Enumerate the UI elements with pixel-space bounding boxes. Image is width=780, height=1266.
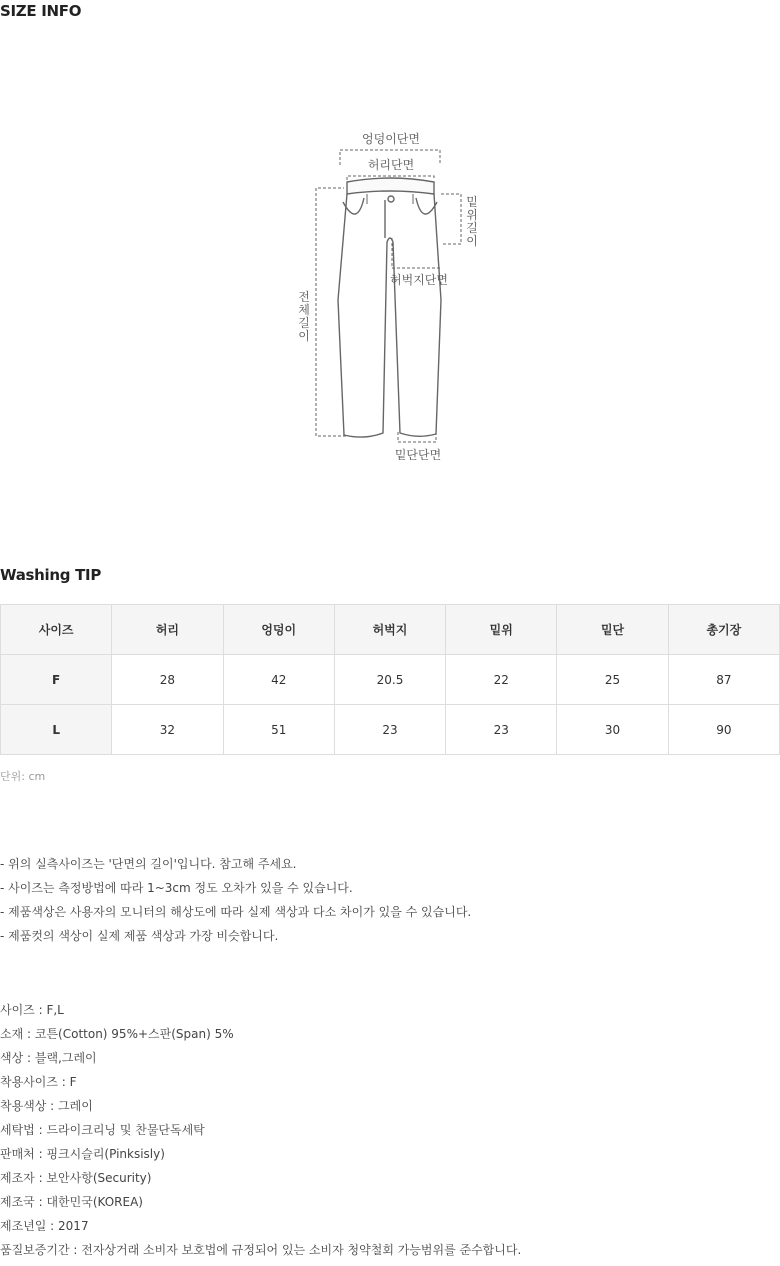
notice-list [0, 856, 471, 952]
pants-illustration [338, 178, 441, 437]
svg-text:위: 위 [466, 208, 478, 222]
table-cell: 32 [112, 705, 223, 755]
table-cell: 30 [557, 705, 668, 755]
product-spec-list [0, 1002, 521, 1266]
table-cell: 87 [668, 655, 779, 705]
spec-item: 판매처 : 핑크시슬리(Pinksisly) [0, 1147, 165, 1161]
table-cell: 90 [668, 705, 779, 755]
thigh-measure-label: 허벅지단면 [390, 273, 448, 287]
hip-measure-label: 엉덩이단면 [362, 132, 420, 146]
table-cell: 23 [446, 705, 557, 755]
table-cell: 23 [334, 705, 445, 755]
svg-text:전: 전 [298, 290, 310, 304]
spec-item: 착용색상 : 그레이 [0, 1099, 93, 1113]
size-info-title: SIZE INFO [0, 2, 82, 20]
table-header-row [1, 605, 780, 655]
svg-text:이: 이 [466, 234, 478, 248]
total-length-measure-label [298, 289, 310, 343]
notice-item: - 제품컷의 색상이 실제 제품 색상과 가장 비슷합니다. [0, 929, 279, 943]
spec-item: 세탁법 : 드라이크리닝 및 찬물단독세탁 [0, 1123, 205, 1137]
table-cell: 22 [446, 655, 557, 705]
waist-measure-label: 허리단면 [367, 158, 415, 172]
header-waist: 허리 [112, 605, 223, 655]
notice-item: - 위의 실측사이즈는 '단면의 길이'입니다. 참고해 주세요. [0, 857, 297, 871]
header-rise: 밑위 [446, 605, 557, 655]
table-row [1, 705, 780, 755]
header-hip: 엉덩이 [223, 605, 334, 655]
notice-item: - 사이즈는 측정방법에 따라 1~3cm 정도 오차가 있을 수 있습니다. [0, 881, 353, 895]
hem-measure-label: 밑단단면 [394, 448, 442, 462]
washing-tip-title: Washing TIP [0, 566, 102, 584]
header-size: 사이즈 [1, 605, 112, 655]
svg-text:체: 체 [298, 303, 310, 317]
pants-size-diagram [0, 120, 780, 480]
header-thigh: 허벅지 [334, 605, 445, 655]
size-table [0, 604, 780, 755]
svg-text:길: 길 [298, 316, 310, 330]
rise-measure-label [466, 194, 478, 248]
notice-item: - 제품색상은 사용자의 모니터의 해상도에 따라 실제 색상과 다소 차이가 있을 수 있습니다. [0, 905, 472, 919]
table-row [1, 655, 780, 705]
spec-item: 제조국 : 대한민국(KOREA) [0, 1195, 143, 1209]
table-cell: 20.5 [334, 655, 445, 705]
table-cell: 42 [223, 655, 334, 705]
spec-item: 사이즈 : F,L [0, 1003, 64, 1017]
spec-item: 제조년일 : 2017 [0, 1219, 89, 1233]
spec-item: 색상 : 블랙,그레이 [0, 1051, 97, 1065]
table-cell: F [1, 655, 112, 705]
unit-note: 단위: cm [0, 770, 46, 783]
svg-text:길: 길 [466, 221, 478, 235]
table-cell: 51 [223, 705, 334, 755]
svg-text:이: 이 [298, 329, 310, 343]
header-hem: 밑단 [557, 605, 668, 655]
header-total-length: 총기장 [668, 605, 779, 655]
table-cell: L [1, 705, 112, 755]
spec-item: 착용사이즈 : F [0, 1075, 77, 1089]
table-cell: 28 [112, 655, 223, 705]
spec-item: 소재 : 코튼(Cotton) 95%+스판(Span) 5% [0, 1027, 234, 1041]
table-cell: 25 [557, 655, 668, 705]
spec-item: 제조자 : 보안사항(Security) [0, 1171, 152, 1185]
svg-text:밑: 밑 [466, 195, 478, 209]
spec-item: 품질보증기간 : 전자상거래 소비자 보호법에 규정되어 있는 소비자 청약철회 가능범위를 준수합니다. [0, 1243, 522, 1257]
